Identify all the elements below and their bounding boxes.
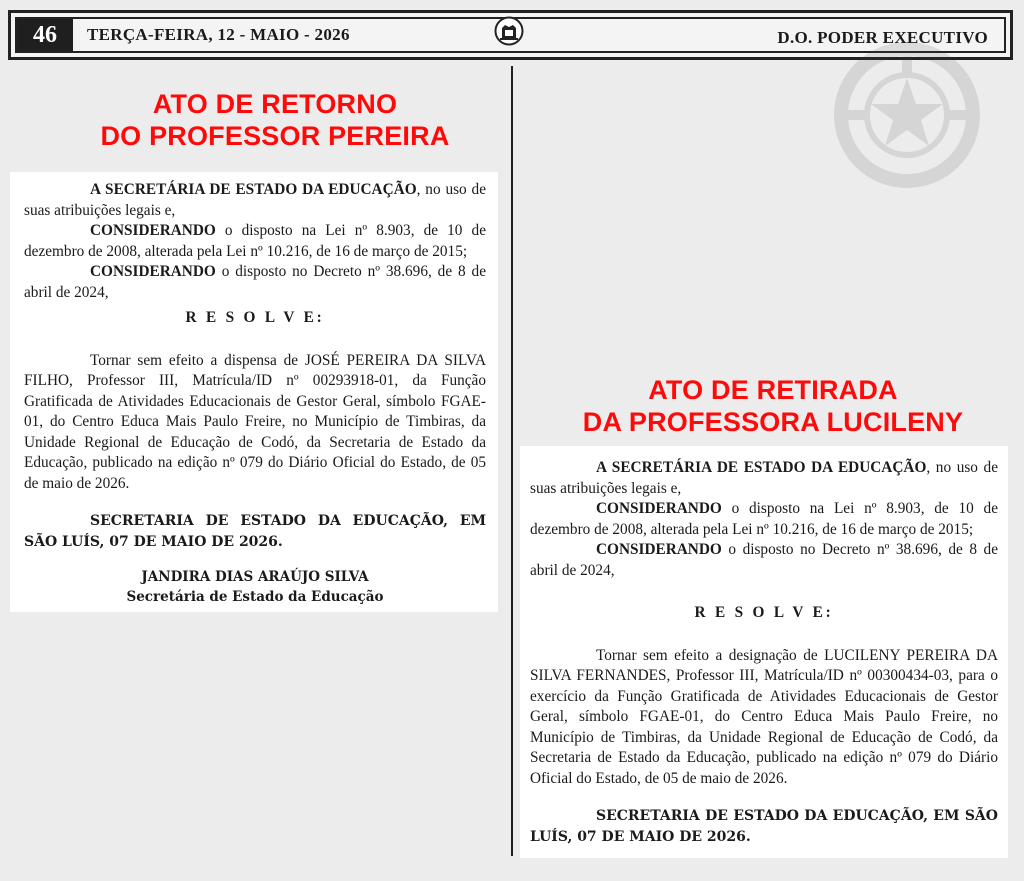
right-act-resolve: R E S O L V E:	[694, 604, 834, 621]
left-act-preamble: A SECRETÁRIA DE ESTADO DA EDUCAÇÃO, no uso de suas atribuições legais e,	[24, 181, 486, 219]
left-act-title	[40, 88, 510, 152]
header-date: TERÇA-FEIRA, 12 - MAIO - 2026	[87, 25, 350, 44]
page-number: 46	[17, 19, 73, 51]
header-section: D.O. PODER EXECUTIVO	[777, 28, 988, 47]
right-act-document	[520, 446, 1008, 858]
right-act-considerando-1: CONSIDERANDO o disposto na Lei nº 8.903, de 10 de dezembro de 2008, alterada pela Lei nº 10.216, de 16 de março de 2015;	[530, 500, 998, 538]
left-act-title-line1: ATO DE RETORNO	[152, 89, 398, 119]
left-act-title-line2: DO PROFESSOR PEREIRA	[100, 121, 450, 151]
left-act-resolve: R E S O L V E:	[185, 309, 325, 326]
left-act-closing: SECRETARIA DE ESTADO DA EDUCAÇÃO, EM SÃO LUÍS, 07 DE MAIO DE 2026.	[24, 513, 486, 550]
column-divider	[511, 66, 513, 856]
right-act-title-line2: DA PROFESSORA LUCILENY	[582, 407, 964, 437]
left-act-considerando-1: CONSIDERANDO o disposto na Lei nº 8.903, de 10 de dezembro de 2008, alterada pela Lei nº 10.216, de 16 de março de 2015;	[24, 222, 486, 260]
left-act-signer-role: Secretária de Estado da Educação	[126, 589, 384, 605]
left-act-considerando-2: CONSIDERANDO o disposto no Decreto nº 38.696, de 8 de abril de 2024,	[24, 263, 486, 301]
right-act-body: Tornar sem efeito a designação de LUCILENY PEREIRA DA SILVA FERNANDES, Professor III, Matrícula/ID nº 00300434-03, para o exercício da Função Gratificada de Atividades Educacionais de Gestor Geral, símbolo FGAE-01, do Centro Educa Mais Paulo Freire, no Município de Timbiras, da Unidade Regional de Educação de Codó, da Secretaria de Estado da Educação, publicado na edição nº 079 do Diário Oficial do Estado, de 05 de maio de 2026.	[530, 646, 998, 787]
state-coat-of-arms-icon	[494, 16, 524, 46]
right-act-preamble: A SECRETÁRIA DE ESTADO DA EDUCAÇÃO, no uso de suas atribuições legais e,	[530, 459, 998, 497]
left-act-body: Tornar sem efeito a dispensa de JOSÉ PEREIRA DA SILVA FILHO, Professor III, Matrícula/ID nº 00293918-01, da Função Gratificada de Atividades Educacionais de Gestor Geral, símbolo FGAE-01, do Centro Educa Mais Paulo Freire, no Município de Timbiras, da Unidade Regional de Educação de Codó, da Secretaria de Estado da Educação, publicado na edição nº 079 do Diário Oficial do Estado, de 05 de maio de 2026.	[24, 351, 486, 492]
left-act-signer-name: JANDIRA DIAS ARAÚJO SILVA	[141, 569, 369, 585]
right-act-title-line1: ATO DE RETIRADA	[648, 375, 898, 405]
watermark-emblem-icon	[832, 40, 982, 190]
right-act-closing: SECRETARIA DE ESTADO DA EDUCAÇÃO, EM SÃO LUÍS, 07 DE MAIO DE 2026.	[530, 808, 998, 845]
left-act-document	[10, 172, 498, 612]
right-act-considerando-2: CONSIDERANDO o disposto no Decreto nº 38.696, de 8 de abril de 2024,	[530, 541, 998, 579]
right-act-title	[538, 374, 1008, 438]
